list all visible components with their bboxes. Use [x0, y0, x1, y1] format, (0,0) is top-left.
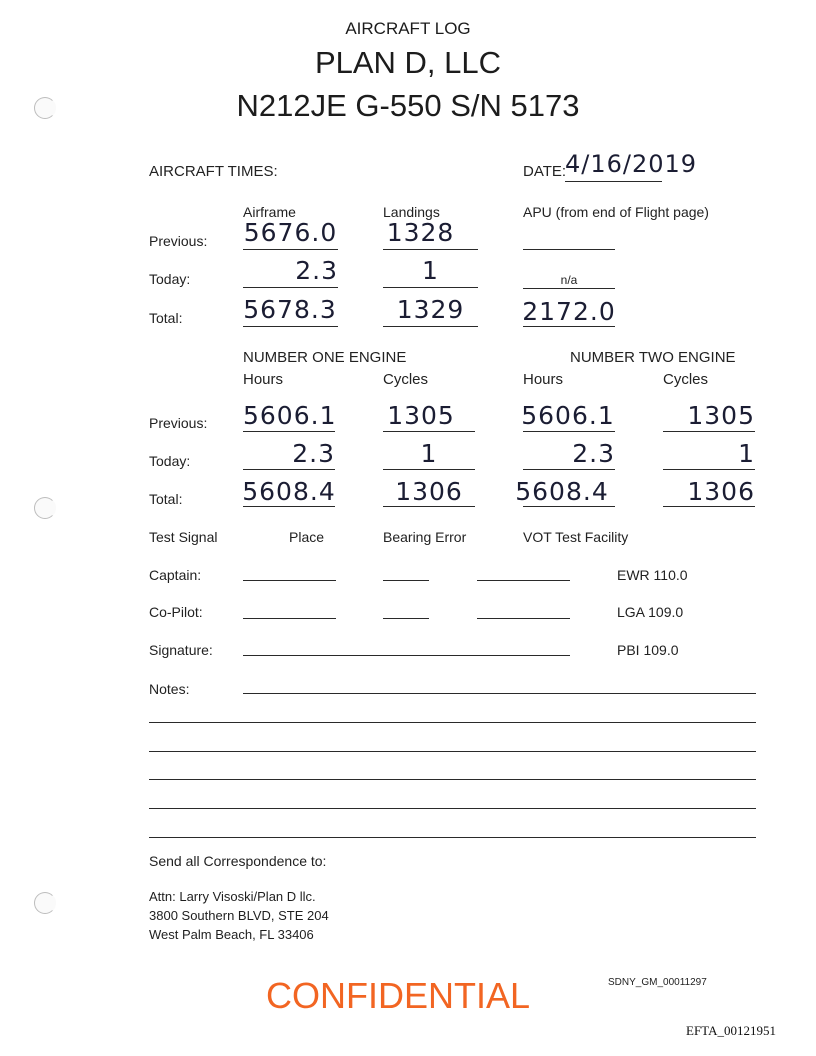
- copilot-place-line: [243, 618, 336, 619]
- airframe-total-line: [243, 326, 338, 327]
- facility-pbi: PBI 109.0: [617, 642, 679, 658]
- efta-number: EFTA_00121951: [686, 1023, 776, 1038]
- date-value: 4/16/2019: [565, 150, 698, 178]
- engine-one-cycles-total-line: [383, 506, 475, 507]
- engine-two-cycles-today-line: [663, 469, 755, 470]
- engine-one-cycles-today: 1: [420, 439, 438, 468]
- address-line-2: 3800 Southern BLVD, STE 204: [149, 908, 329, 923]
- form-title: AIRCRAFT LOG: [345, 19, 471, 38]
- col-test-signal: Test Signal: [149, 529, 218, 545]
- engine-two-cycles-total-line: [663, 506, 755, 507]
- captain-bearing-line: [383, 580, 429, 581]
- airframe-total: 5678.3: [243, 295, 337, 324]
- notes-line-3: [149, 751, 756, 752]
- company-name: PLAN D, LLC: [314, 45, 502, 80]
- copilot-facility-line: [477, 618, 570, 619]
- airframe-previous: 5676.0: [243, 218, 338, 247]
- facility-lga: LGA 109.0: [617, 604, 684, 620]
- row-previous-label: Previous:: [149, 233, 208, 249]
- engine-one-cycles-previous-line: [383, 431, 475, 432]
- landings-previous: 1328: [386, 218, 455, 247]
- apu-today: n/a: [560, 273, 578, 287]
- airframe-today: 2.3: [295, 256, 338, 285]
- punch-hole-bottom: [34, 892, 56, 914]
- col-apu: APU (from end of Flight page): [523, 204, 709, 220]
- airframe-today-line: [243, 287, 338, 288]
- notes-label: Notes:: [149, 681, 190, 697]
- engine-one-title: NUMBER ONE ENGINE: [243, 349, 407, 366]
- copilot-label: Co-Pilot:: [149, 604, 203, 620]
- landings-total-line: [383, 326, 478, 327]
- engine-one-cycles-today-line: [383, 469, 475, 470]
- engine-one-cycles-label: Cycles: [383, 371, 429, 388]
- notes-line-1: [243, 693, 756, 694]
- engine-one-hours-label: Hours: [243, 371, 284, 388]
- engine-two-hours-label: Hours: [523, 371, 564, 388]
- notes-line-4: [149, 779, 756, 780]
- col-airframe: Airframe: [243, 204, 296, 220]
- row-total-label: Total:: [149, 310, 183, 326]
- correspondence-heading: Send all Correspondence to:: [149, 853, 327, 869]
- landings-previous-line: [383, 249, 478, 250]
- engine-two-cycles-today: 1: [738, 439, 755, 468]
- notes-line-2: [149, 722, 756, 723]
- col-vot-facility: VOT Test Facility: [523, 529, 629, 545]
- facility-ewr: EWR 110.0: [617, 567, 688, 583]
- airframe-previous-line: [243, 249, 338, 250]
- engine-one-hours-today-line: [243, 469, 335, 470]
- engine-two-hours-previous-line: [523, 431, 615, 432]
- engine-two-title: NUMBER TWO ENGINE: [570, 349, 736, 366]
- bates-number: SDNY_GM_00011297: [608, 977, 707, 988]
- engine-two-cycles-previous: 1305: [687, 401, 755, 430]
- copilot-bearing-line: [383, 618, 429, 619]
- apu-total-line: [523, 326, 615, 327]
- address-line-1: Attn: Larry Visoski/Plan D llc.: [149, 889, 316, 904]
- engine-one-hours-previous-line: [243, 431, 335, 432]
- notes-line-5: [149, 808, 756, 809]
- punch-hole-middle: [34, 497, 56, 519]
- apu-previous-line: [523, 249, 615, 250]
- col-place: Place: [289, 529, 325, 545]
- engine-two-hours-total: 5608.4: [515, 477, 609, 506]
- col-bearing-error: Bearing Error: [383, 529, 467, 545]
- engine-two-hours-total-line: [523, 506, 615, 507]
- engine-one-hours-previous: 5606.1: [243, 401, 337, 430]
- captain-label: Captain:: [149, 567, 202, 583]
- captain-place-line: [243, 580, 336, 581]
- signature-line: [243, 655, 570, 656]
- engine-one-hours-today: 2.3: [292, 439, 335, 468]
- confidential-stamp: CONFIDENTIAL: [266, 975, 531, 1016]
- address-line-3: West Palm Beach, FL 33406: [149, 927, 314, 942]
- apu-today-line: [523, 288, 615, 289]
- apu-total: 2172.0: [522, 297, 616, 326]
- engine-two-cycles-previous-line: [663, 431, 755, 432]
- captain-facility-line: [477, 580, 570, 581]
- engine-row-total-label: Total:: [149, 491, 183, 507]
- date-underline: [565, 181, 662, 182]
- row-today-label: Today:: [149, 271, 191, 287]
- engine-two-hours-today: 2.3: [572, 439, 615, 468]
- engine-two-hours-previous: 5606.1: [521, 401, 615, 430]
- signature-label: Signature:: [149, 642, 213, 658]
- landings-today: 1: [422, 256, 439, 285]
- engine-two-cycles-label: Cycles: [663, 371, 709, 388]
- engine-row-previous-label: Previous:: [149, 415, 208, 431]
- engine-two-hours-today-line: [523, 469, 615, 470]
- landings-today-line: [383, 287, 478, 288]
- engine-one-hours-total: 5608.4: [242, 477, 336, 506]
- date-label: DATE:: [523, 163, 567, 180]
- engine-one-cycles-previous: 1305: [387, 401, 455, 430]
- aircraft-times-label: AIRCRAFT TIMES:: [149, 163, 278, 180]
- aircraft-id: N212JE G-550 S/N 5173: [236, 88, 580, 123]
- engine-two-cycles-total: 1306: [687, 477, 755, 506]
- engine-row-today-label: Today:: [149, 453, 191, 469]
- landings-total: 1329: [396, 295, 465, 324]
- engine-one-hours-total-line: [243, 506, 335, 507]
- col-landings: Landings: [383, 204, 440, 220]
- notes-line-6: [149, 837, 756, 838]
- engine-one-cycles-total: 1306: [395, 477, 463, 506]
